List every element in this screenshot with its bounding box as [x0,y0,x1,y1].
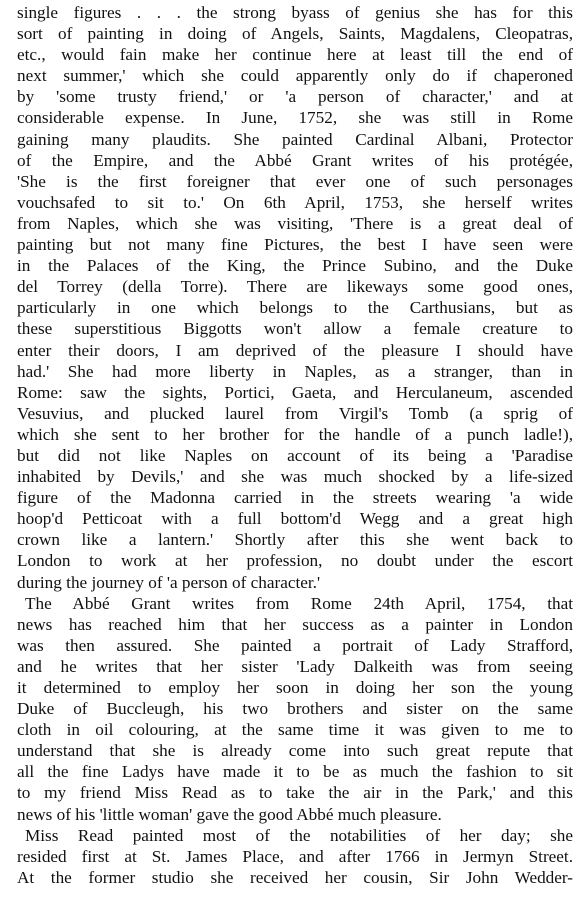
body-text [17,2,573,888]
text-line: gaining many plaudits. She painted Cardinal Albani, Protector [17,129,573,149]
text-line: it determined to employ her soon in doing her son the young [17,678,573,697]
text-line: resided first at St. James Place, and after 1766 in Jermyn Street. [17,846,573,866]
text-line: was then assured. She painted a portrait of Lady Strafford, [17,635,573,655]
text-line: At the former studio she received her cousin, Sir John Wedder- [17,867,573,887]
text-line: figure of the Madonna carried in the streets wearing 'a wide [17,488,573,508]
text-line: painting but not many fine Pictures, the best I have seen were [17,235,573,255]
text-line: single figures . . . the strong byass of genius she has for this [17,3,573,22]
text-line: sort of painting in doing of Angels, Saints, Magdalens, Cleopatras, [17,24,573,44]
text-line: during the journey of 'a person of character.' [17,572,321,592]
text-line: these superstitious Biggotts won't allow a female creature to [17,319,573,339]
text-line: Rome: saw the sights, Portici, Gaeta, and Herculaneum, ascended [17,382,573,402]
text-line: considerable expense. In June, 1752, she was still in Rome [17,108,573,128]
text-line: etc., would fain make her continue here at least till the end of [17,45,573,65]
text-line: vouchsafed to sit to.' On 6th April, 1753, she herself writes [17,192,573,212]
text-line: all the fine Ladys have made it to be as much the fashion to sit [17,762,573,782]
text-line: of the Empire, and the Abbé Grant writes of his protégée, [17,150,573,170]
text-line: from Naples, which she was visiting, 'There is a great deal of [17,213,573,233]
text-line: Duke of Buccleugh, his two brothers and sister on the same [17,699,573,719]
text-line: in the Palaces of the King, the Prince Subino, and the Duke [17,256,573,276]
text-line: The Abbé Grant writes from Rome 24th April, 1754, that [25,593,573,613]
text-line: particularly in one which belongs to the Carthusians, but as [17,298,573,318]
document-page [17,2,573,888]
text-line: and he writes that her sister 'Lady Dalkeith was from seeing [17,656,573,676]
text-line: news has reached him that her success as a painter in London [17,614,573,634]
text-line: hoop'd Petticoat with a full bottom'd Wegg and a great high [17,509,573,529]
text-line: next summer,' which she could apparently only do if chaperoned [17,66,573,86]
text-line: enter their doors, I am deprived of the pleasure I should have [17,340,573,360]
text-line: inhabited by Devils,' and she was much shocked by a life-sized [17,467,573,487]
text-line: cloth in oil colouring, at the same time it was given to me to [17,720,573,740]
text-line: del Torrey (della Torre). There are likeways some good ones, [17,277,573,297]
text-line: crown like a lantern.' Shortly after this she went back to [17,530,573,550]
text-line: news of his 'little woman' gave the good Abbé much pleasure. [17,804,442,824]
text-line: Miss Read painted most of the notabilities of her day; she [25,825,573,845]
text-line: London to work at her profession, no doubt under the escort [17,551,573,571]
text-line: which she sent to her brother for the handle of a punch ladle!), [17,424,573,444]
text-line: by 'some trusty friend,' or 'a person of character,' and at [17,87,573,107]
text-line: understand that she is already come into such great repute that [17,741,573,761]
text-line: but did not like Naples on account of its being a 'Paradise [17,445,573,465]
text-line: had.' She had more liberty in Naples, as a stranger, than in [17,361,573,381]
text-line: 'She is the first foreigner that ever one of such personages [17,171,573,191]
text-line: Vesuvius, and plucked laurel from Virgil's Tomb (a sprig of [17,403,573,423]
text-line: to my friend Miss Read as to take the air in the Park,' and this [17,783,573,803]
